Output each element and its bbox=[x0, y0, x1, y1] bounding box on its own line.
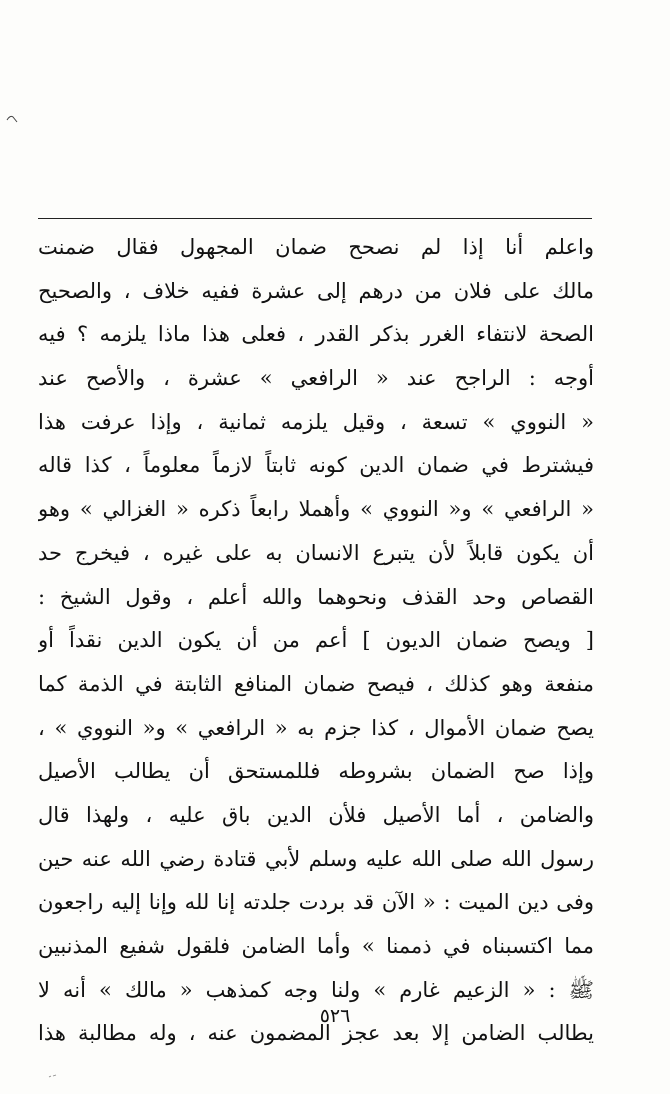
text-line: « الرافعي » و« النووي » وأهملا رابعاً ذكره « الغزالي » وهو bbox=[38, 497, 594, 522]
text-line: يطالب الضامن إلا بعد عجز المضمون عنه ، وله مطالبة هذا bbox=[38, 1021, 594, 1046]
body-text bbox=[38, 226, 594, 1056]
text-line: الصحة لانتفاء الغرر بذكر القدر ، فعلى هذا ماذا يلزمه ؟ فيه bbox=[38, 322, 594, 347]
corner-tick-mark bbox=[6, 114, 18, 124]
text-line: أوجه : الراجح عند « الرافعي » عشرة ، والأصح عند bbox=[38, 366, 594, 391]
text-line: مالك على فلان من درهم إلى عشرة ففيه خلاف ، والصحيح bbox=[38, 278, 594, 303]
text-line: القصاص وحد القذف ونحوهما والله أعلم ، وقول الشيخ : bbox=[38, 584, 594, 609]
text-line: رسول الله صلى الله عليه وسلم لأبي قتادة رضي الله عنه حين bbox=[38, 846, 594, 871]
text-line: [ ويصح ضمان الديون ] أعم من أن يكون الدين نقداً أو bbox=[38, 628, 594, 653]
text-line: « النووي » تسعة ، وقيل يلزمه ثمانية ، وإذا عرفت هذا bbox=[38, 409, 594, 434]
text-line: ﷺ : « الزعيم غارم » ولنا وجه كمذهب « مالك » أنه لا bbox=[38, 977, 594, 1002]
text-line: مما اكتسبناه في ذممنا » وأما الضامن فلقول شفيع المذنبين bbox=[38, 934, 594, 958]
text-line: وفى دين الميت : « الآن قد بردت جلدته إنا لله وإنا إليه راجعون bbox=[38, 890, 594, 915]
text-line: واعلم أنا إذا لم نصحح ضمان المجهول فقال ضمنت bbox=[38, 235, 594, 259]
page-number: ٥٢٦ bbox=[319, 1005, 351, 1027]
text-line: يصح ضمان الأموال ، كذا جزم به « الرافعي » و« النووي » ، bbox=[38, 715, 594, 740]
text-line: فيشترط في ضمان الدين كونه ثابتاً لازماً معلوماً ، كذا قاله bbox=[38, 453, 594, 478]
text-line: منفعة وهو كذلك ، فيصح ضمان المنافع الثابتة في الذمة كما bbox=[38, 671, 594, 696]
text-line: أن يكون قابلاً لأن يتبرع الانسان به على غيره ، فيخرج حد bbox=[38, 540, 594, 565]
header-rule bbox=[38, 218, 592, 219]
text-line: والضامن ، أما الأصيل فلأن الدين باق عليه ، ولهذا قال bbox=[38, 802, 594, 827]
text-line: وإذا صح الضمان بشروطه فللمستحق أن يطالب الأصيل bbox=[38, 759, 594, 784]
scan-speck-mark bbox=[48, 1074, 58, 1078]
